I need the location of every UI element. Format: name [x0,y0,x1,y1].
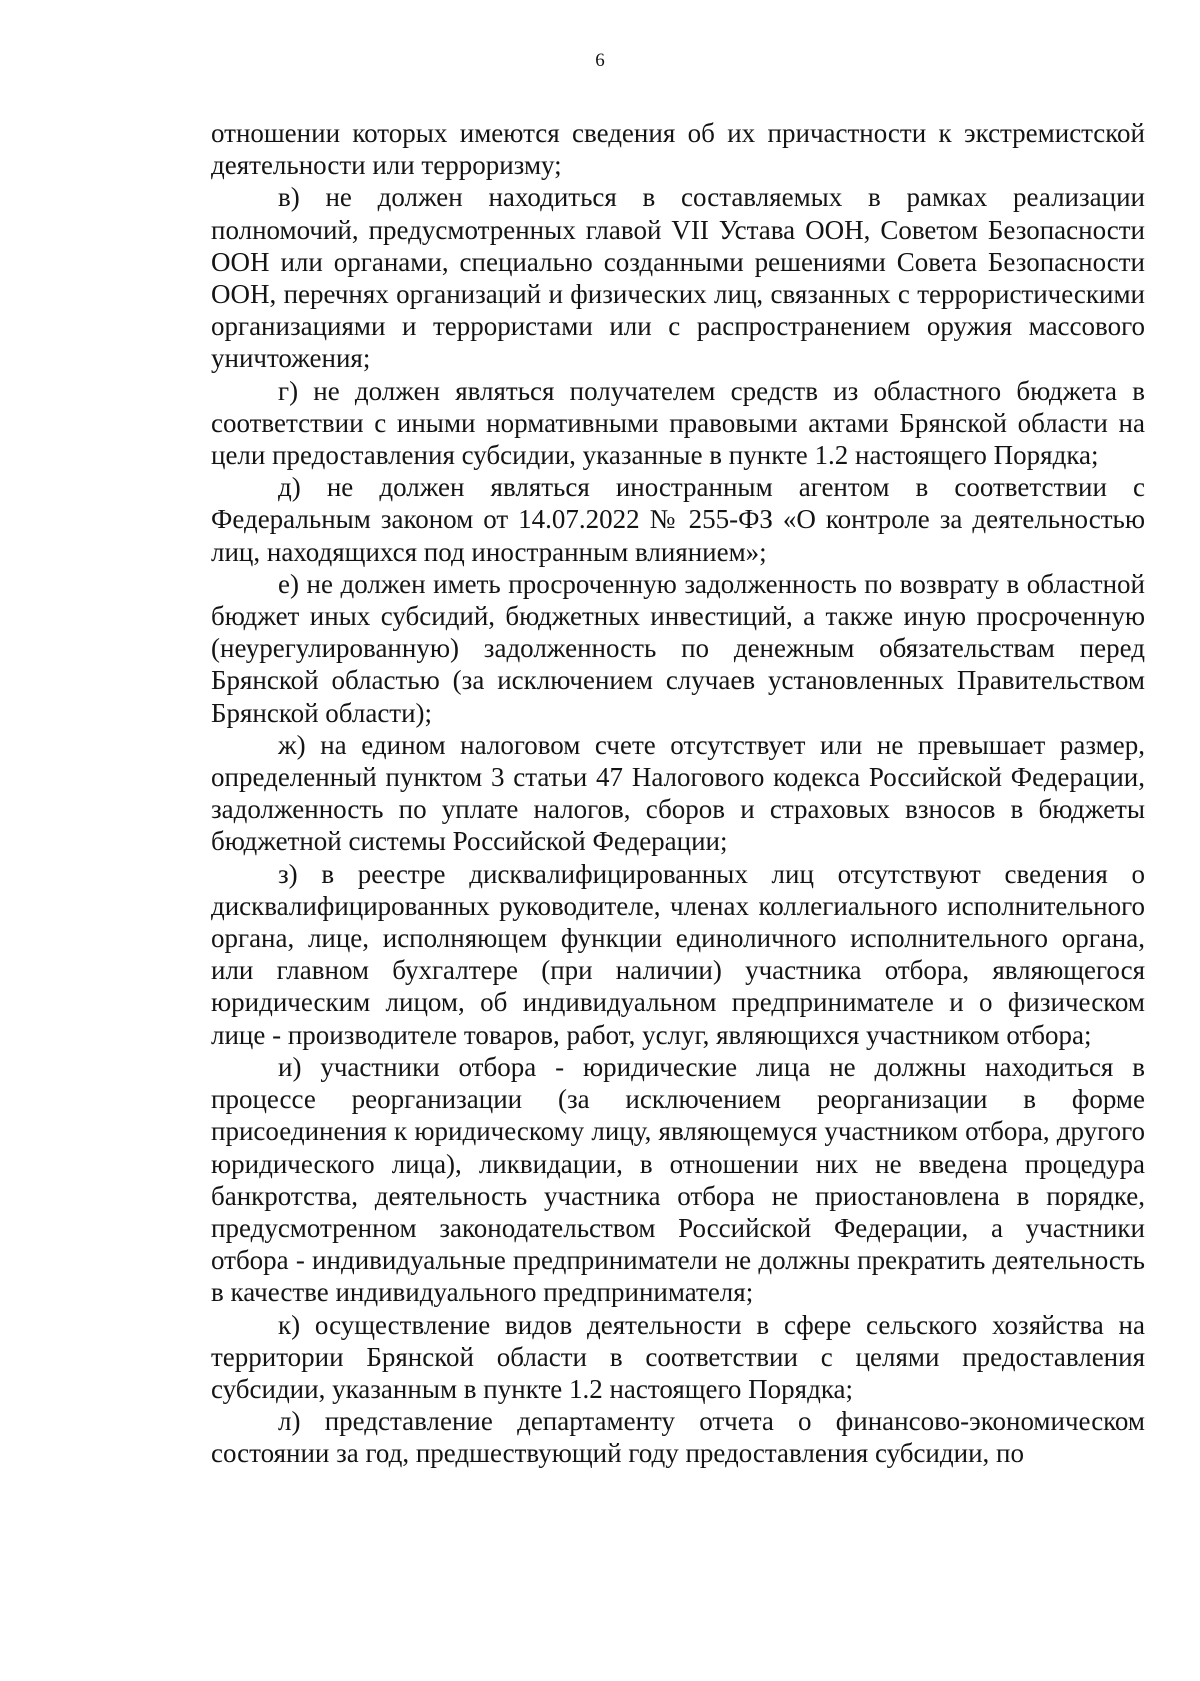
paragraph-item-z: з) в реестре дисквалифицированных лиц отсутствуют сведения о дисквалифицированных руководителе, членах коллегиального исполнительного органа, лице, исполняющем функции единоличного исполнительного органа, или главном бухгалтере (при наличии) участника отбора, являющегося юридическим лицом, об индивидуальном предпринимателе и о физическом лице - производителе товаров, работ, услуг, являющихся участником отбора; [211,858,1145,1050]
paragraph-item-i: и) участники отбора - юридические лица не должны находиться в процессе реорганизации (за исключением реорганизации в форме присоединения к юридическому лицу, являющемуся участником отбора, другого юридического лица), ликвидации, в отношении них не введена процедура банкротства, деятельность участника отбора не приостановлена в порядке, предусмотренном законодательством Российской Федерации, а участники отбора - индивидуальные предприниматели не должны прекратить деятельность в качестве индивидуального предпринимателя; [211,1051,1145,1308]
paragraph-item-k: к) осуществление видов деятельности в сфере сельского хозяйства на территории Брянской области в соответствии с целями предоставления субсидии, указанным в пункте 1.2 настоящего Порядка; [211,1309,1145,1404]
paragraph-item-g: г) не должен являться получателем средств из областного бюджета в соответствии с иными нормативными правовыми актами Брянской области на цели предоставления субсидии, указанные в пункте 1.2 настоящего Порядка; [211,375,1145,471]
paragraph-item-zh: ж) на едином налоговом счете отсутствует или не превышает размер, определенный пунктом 3 статьи 47 Налогового кодекса Российской Федерации, задолженность по уплате налогов, сборов и страховых взносов в бюджеты бюджетной системы Российской Федерации; [211,729,1145,857]
document-body [211,117,1145,1470]
paragraph-item-l: л) представление департаменту отчета о финансово-экономическом состоянии за год, предшествующий году предоставления субсидии, по [211,1406,1145,1469]
paragraph-item-v: в) не должен находиться в составляемых в рамках реализации полномочий, предусмотренных главой VII Устава ООН, Советом Безопасности ООН или органами, специально созданными решениями Совета Безопасности ООН, перечнях организаций и физических лиц, связанных с террористическими организациями и террористами или с распространением оружия массового уничтожения; [211,182,1145,374]
paragraph-item-d: д) не должен являться иностранным агентом в соответствии с Федеральным законом от 14.07.2022 № 255-ФЗ «О контроле за деятельностью лиц, находящихся под иностранным влиянием»; [211,472,1145,567]
paragraph-item-e: е) не должен иметь просроченную задолженность по возврату в областной бюджет иных субсидий, бюджетных инвестиций, а также иную просроченную (неурегулированную) задолженность по денежным обязательствам перед Брянской областью (за исключением случаев установленных Правительством Брянской области); [211,568,1145,728]
paragraph-continuation: отношении которых имеются сведения об их причастности к экстремистской деятельности или терроризму; [211,118,1145,181]
page-number: 6 [595,50,605,71]
